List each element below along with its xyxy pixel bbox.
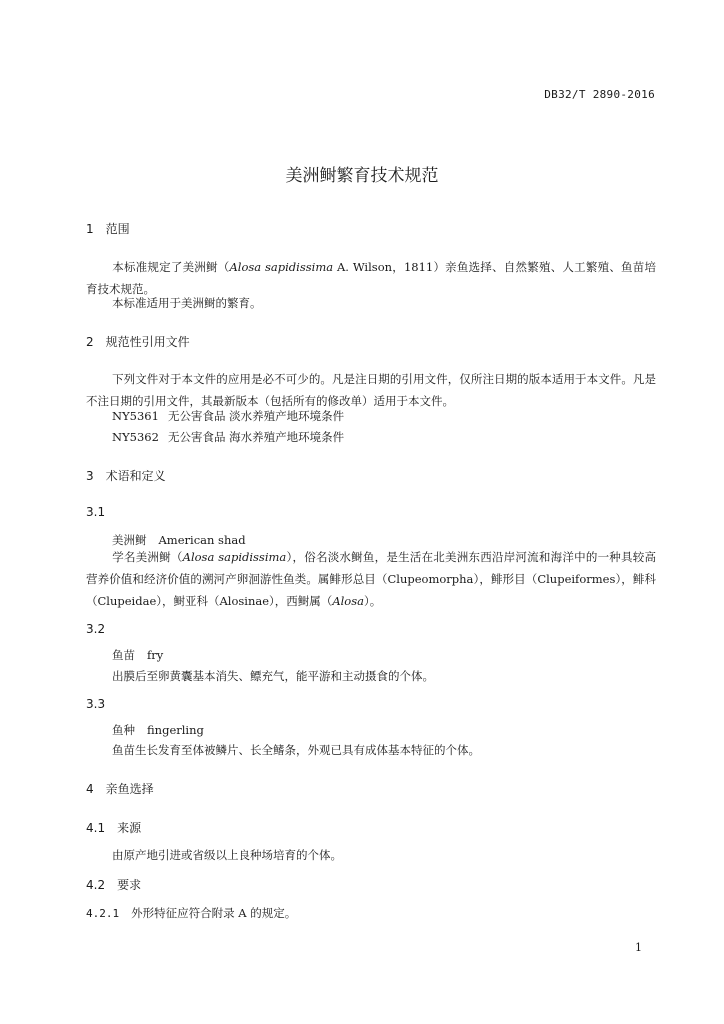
term-heading: 鱼苗 fry [112,648,164,662]
page-number: 1 [635,941,642,954]
subsection-title: 来源 [117,821,142,835]
clause-4-2-1: 4.2.1 外形特征应符合附录 A 的规定。 [86,906,297,920]
paragraph-normative-references: 下列文件对于本文件的应用是必不可少的。凡是注日期的引用文件，仅所注日期的版本适用于本文件。凡是不注日期的引用文件，其最新版本（包括所有的修改单）适用于本文件。 [86,372,656,408]
paragraph-scope-applicability: 本标准适用于美洲鲥的繁育。 [112,296,262,310]
document-code: DB32/T 2890-2016 [544,88,655,101]
section-number: 1 [86,222,94,236]
section-3-heading [86,467,166,484]
term-definition: 鱼苗生长发育至体被鳞片、长全鳍条，外观已具有成体基本特征的个体。 [112,743,480,757]
reference-item: NY5361 无公害食品 淡水养殖产地环境条件 [112,409,345,423]
subsection-text: 由原产地引进或省级以上良种场培育的个体。 [112,848,342,862]
document-title: 美洲鲥繁育技术规范 [285,166,439,186]
subsection-4-2-heading [86,876,141,893]
section-title: 规范性引用文件 [105,335,190,349]
subsection-number: 4.2 [86,878,106,892]
term-number: 3.3 [86,697,106,711]
section-number: 3 [86,469,94,483]
paragraph-scope: 本标准规定了美洲鲥（Alosa sapidissima A. Wilson，1811）亲鱼选择、自然繁殖、人工繁殖、鱼苗培育技术规范。 [86,260,656,296]
term-number: 3.2 [86,622,106,636]
section-title: 亲鱼选择 [105,782,154,796]
section-4-heading [86,780,154,797]
term-heading: 鱼种 fingerling [112,723,204,737]
section-number: 2 [86,335,94,349]
term-heading: 美洲鲥 American shad [112,533,246,547]
section-1-heading [86,220,130,237]
section-2-heading [86,333,190,350]
term-number: 3.1 [86,505,106,519]
subsection-title: 要求 [117,878,142,892]
subsection-4-1-heading [86,819,141,836]
subsection-number: 4.1 [86,821,106,835]
section-title: 术语和定义 [105,469,166,483]
term-definition: 学名美洲鲥（Alosa sapidissima），俗名淡水鲥鱼，是生活在北美洲东西沿岸河流和海洋中的一种具较高营养价值和经济价值的溯河产卵洄游性鱼类。属鲱形总目（Clupeomorpha），鲱形目（Clupeiformes），鲱科（Clupeidae），鲥亚科（Alosinae），西鲥属（Alosa）。 [86,550,657,608]
section-number: 4 [86,782,94,796]
term-definition: 出膜后至卵黄囊基本消失、鳔充气，能平游和主动摄食的个体。 [112,669,434,683]
section-title: 范围 [105,222,130,236]
reference-item: NY5362 无公害食品 海水养殖产地环境条件 [112,430,345,444]
